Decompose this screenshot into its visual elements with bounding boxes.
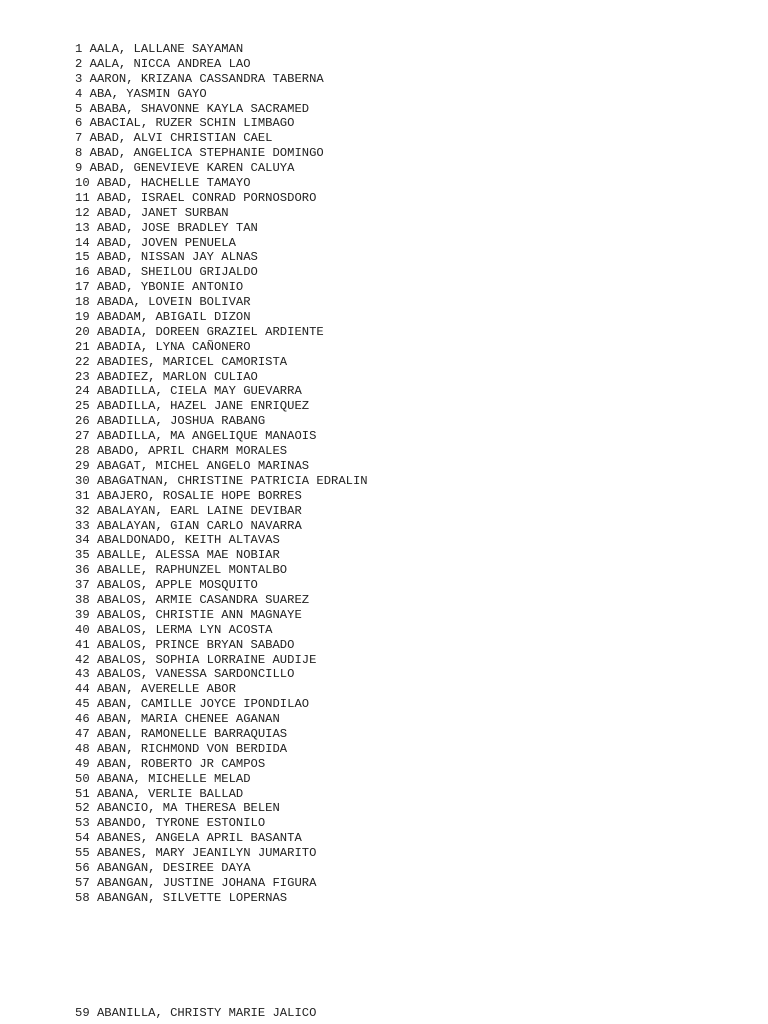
list-item [75, 1006, 316, 1021]
entry-number: 55 [75, 846, 90, 861]
list-item [75, 489, 368, 504]
entry-number: 2 [75, 56, 83, 71]
entry-number: 11 [75, 190, 90, 205]
list-item [75, 459, 368, 474]
entry-number: 53 [75, 816, 90, 831]
entry-name: ABAGAT, MICHEL ANGELO MARINAS [96, 458, 310, 473]
entry-name: ABADILLA, HAZEL JANE ENRIQUEZ [96, 399, 310, 414]
entry-number: 43 [75, 667, 90, 682]
list-item [75, 861, 368, 876]
list-item [75, 548, 368, 563]
list-item [75, 519, 368, 534]
entry-name: ABAN, RICHMOND VON BERDIDA [96, 741, 288, 756]
name-list [75, 42, 368, 906]
entry-number: 37 [75, 578, 90, 593]
entry-number: 25 [75, 399, 90, 414]
entry-number: 18 [75, 295, 90, 310]
entry-name: ABALLE, ALESSA MAE NOBIAR [96, 548, 280, 563]
entry-name: ABADA, LOVEIN BOLIVAR [96, 295, 251, 310]
list-item [75, 429, 368, 444]
entry-name: ABANES, MARY JEANILYN JUMARITO [96, 846, 317, 861]
list-item [75, 250, 368, 265]
entry-number: 22 [75, 354, 90, 369]
list-item [75, 102, 368, 117]
entry-number: 15 [75, 250, 90, 265]
list-item [75, 638, 368, 653]
entry-name: ABADAM, ABIGAIL DIZON [96, 310, 251, 325]
entry-name: ABADO, APRIL CHARM MORALES [96, 444, 288, 459]
list-item [75, 355, 368, 370]
list-item [75, 72, 368, 87]
entry-name: ABALOS, CHRISTIE ANN MAGNAYE [96, 607, 302, 622]
entry-number: 10 [75, 176, 90, 191]
entry-number: 41 [75, 637, 90, 652]
entry-number: 3 [75, 71, 83, 86]
list-item [75, 87, 368, 102]
entry-number: 5 [75, 101, 83, 116]
entry-number: 49 [75, 756, 90, 771]
entry-number: 12 [75, 205, 90, 220]
entry-number: 48 [75, 741, 90, 756]
list-item [75, 474, 368, 489]
list-item [75, 280, 368, 295]
entry-name: ABABA, SHAVONNE KAYLA SACRAMED [89, 101, 310, 116]
entry-name: ABANDO, TYRONE ESTONILO [96, 816, 266, 831]
list-item [75, 772, 368, 787]
entry-name: ABAD, JOSE BRADLEY TAN [96, 220, 258, 235]
entry-name: ABAD, NISSAN JAY ALNAS [96, 250, 258, 265]
list-item [75, 399, 368, 414]
entry-name: ABAGATNAN, CHRISTINE PATRICIA EDRALIN [96, 473, 368, 488]
entry-name: ABAN, CAMILLE JOYCE IPONDILAO [96, 697, 310, 712]
list-item [75, 801, 368, 816]
list-item [75, 816, 368, 831]
name-list-continued [75, 1006, 316, 1021]
entry-number: 39 [75, 607, 90, 622]
entry-name: ABAN, AVERELLE ABOR [96, 682, 236, 697]
list-item [75, 340, 368, 355]
list-item [75, 563, 368, 578]
entry-name: ABAD, SHEILOU GRIJALDO [96, 265, 258, 280]
entry-name: ABADIES, MARICEL CAMORISTA [96, 354, 288, 369]
entry-name: ABAD, ISRAEL CONRAD PORNOSDORO [96, 190, 317, 205]
entry-name: AARON, KRIZANA CASSANDRA TABERNA [89, 71, 324, 86]
entry-number: 32 [75, 503, 90, 518]
list-item [75, 757, 368, 772]
entry-number: 56 [75, 860, 90, 875]
list-item [75, 623, 368, 638]
list-item [75, 176, 368, 191]
entry-name: ABADILLA, CIELA MAY GUEVARRA [96, 384, 302, 399]
entry-number: 50 [75, 771, 90, 786]
list-item [75, 578, 368, 593]
list-item [75, 384, 368, 399]
list-item [75, 221, 368, 236]
list-item [75, 742, 368, 757]
entry-number: 40 [75, 622, 90, 637]
entry-name: ABALAYAN, EARL LAINE DEVIBAR [96, 503, 302, 518]
entry-number: 30 [75, 473, 90, 488]
list-item [75, 42, 368, 57]
entry-number: 44 [75, 682, 90, 697]
entry-name: ABANES, ANGELA APRIL BASANTA [96, 831, 302, 846]
entry-number: 42 [75, 652, 90, 667]
list-item [75, 831, 368, 846]
entry-name: ABALOS, SOPHIA LORRAINE AUDIJE [96, 652, 317, 667]
list-item [75, 891, 368, 906]
entry-number: 47 [75, 726, 90, 741]
entry-name: ABANGAN, DESIREE DAYA [96, 860, 251, 875]
entry-number: 20 [75, 324, 90, 339]
list-item [75, 876, 368, 891]
entry-name: ABAD, JOVEN PENUELA [96, 235, 236, 250]
list-item [75, 444, 368, 459]
entry-number: 4 [75, 86, 83, 101]
entry-number: 46 [75, 712, 90, 727]
list-item [75, 146, 368, 161]
entry-number: 59 [75, 1006, 90, 1020]
list-item [75, 608, 368, 623]
entry-name: AALA, LALLANE SAYAMAN [89, 42, 244, 56]
list-item [75, 504, 368, 519]
entry-name: ABANA, VERLIE BALLAD [96, 786, 244, 801]
entry-number: 57 [75, 875, 90, 890]
list-item [75, 325, 368, 340]
entry-name: ABADILLA, JOSHUA RABANG [96, 414, 266, 429]
list-item [75, 533, 368, 548]
list-item [75, 697, 368, 712]
entry-number: 9 [75, 161, 83, 176]
list-item [75, 310, 368, 325]
entry-number: 7 [75, 131, 83, 146]
entry-number: 58 [75, 890, 90, 905]
entry-number: 28 [75, 444, 90, 459]
entry-name: AALA, NICCA ANDREA LAO [89, 56, 251, 71]
entry-number: 17 [75, 280, 90, 295]
entry-name: ABALOS, LERMA LYN ACOSTA [96, 622, 273, 637]
entry-name: ABANGAN, JUSTINE JOHANA FIGURA [96, 875, 317, 890]
list-item [75, 295, 368, 310]
entry-number: 6 [75, 116, 83, 131]
list-item [75, 131, 368, 146]
entry-name: ABAD, ANGELICA STEPHANIE DOMINGO [89, 146, 324, 161]
entry-number: 14 [75, 235, 90, 250]
list-item [75, 667, 368, 682]
entry-name: ABAN, MARIA CHENEE AGANAN [96, 712, 280, 727]
list-item [75, 57, 368, 72]
entry-name: ABALOS, APPLE MOSQUITO [96, 578, 258, 593]
list-item [75, 191, 368, 206]
entry-name: ABAN, RAMONELLE BARRAQUIAS [96, 726, 288, 741]
entry-name: ABALAYAN, GIAN CARLO NAVARRA [96, 518, 302, 533]
entry-number: 38 [75, 592, 90, 607]
entry-number: 23 [75, 369, 90, 384]
entry-name: ABAD, HACHELLE TAMAYO [96, 176, 251, 191]
list-item [75, 712, 368, 727]
entry-number: 13 [75, 220, 90, 235]
entry-number: 31 [75, 488, 90, 503]
entry-number: 36 [75, 563, 90, 578]
list-item [75, 787, 368, 802]
entry-number: 8 [75, 146, 83, 161]
entry-number: 35 [75, 548, 90, 563]
entry-name: ABALOS, ARMIE CASANDRA SUAREZ [96, 592, 310, 607]
entry-name: ABAD, YBONIE ANTONIO [96, 280, 244, 295]
entry-number: 27 [75, 429, 90, 444]
list-item [75, 236, 368, 251]
entry-number: 26 [75, 414, 90, 429]
entry-number: 54 [75, 831, 90, 846]
entry-number: 1 [75, 42, 83, 56]
list-item [75, 653, 368, 668]
list-item [75, 161, 368, 176]
entry-name: ABALOS, PRINCE BRYAN SABADO [96, 637, 295, 652]
entry-name: ABADIA, LYNA CAÑONERO [96, 339, 251, 354]
entry-name: ABA, YASMIN GAYO [89, 86, 207, 101]
entry-name: ABANA, MICHELLE MELAD [96, 771, 251, 786]
entry-name: ABACIAL, RUZER SCHIN LIMBAGO [89, 116, 295, 131]
entry-name: ABADIA, DOREEN GRAZIEL ARDIENTE [96, 324, 324, 339]
list-item [75, 727, 368, 742]
entry-number: 24 [75, 384, 90, 399]
entry-name: ABAJERO, ROSALIE HOPE BORRES [96, 488, 302, 503]
entry-number: 45 [75, 697, 90, 712]
list-item [75, 370, 368, 385]
entry-name: ABALOS, VANESSA SARDONCILLO [96, 667, 295, 682]
list-item [75, 116, 368, 131]
list-item [75, 414, 368, 429]
list-item [75, 682, 368, 697]
entry-number: 19 [75, 310, 90, 325]
list-item [75, 265, 368, 280]
entry-name: ABALDONADO, KEITH ALTAVAS [96, 533, 280, 548]
entry-number: 34 [75, 533, 90, 548]
entry-number: 51 [75, 786, 90, 801]
entry-name: ABAD, JANET SURBAN [96, 205, 229, 220]
entry-name: ABALLE, RAPHUNZEL MONTALBO [96, 563, 288, 578]
list-item [75, 846, 368, 861]
entry-name: ABAD, GENEVIEVE KAREN CALUYA [89, 161, 295, 176]
entry-number: 21 [75, 339, 90, 354]
entry-number: 29 [75, 458, 90, 473]
entry-number: 33 [75, 518, 90, 533]
list-item [75, 206, 368, 221]
entry-number: 16 [75, 265, 90, 280]
entry-name: ABAN, ROBERTO JR CAMPOS [96, 756, 266, 771]
entry-name: ABAD, ALVI CHRISTIAN CAEL [89, 131, 273, 146]
entry-name: ABANGAN, SILVETTE LOPERNAS [96, 890, 288, 905]
entry-number: 52 [75, 801, 90, 816]
entry-name: ABANCIO, MA THERESA BELEN [96, 801, 280, 816]
list-item [75, 593, 368, 608]
entry-name: ABADIEZ, MARLON CULIAO [96, 369, 258, 384]
entry-name: ABADILLA, MA ANGELIQUE MANAOIS [96, 429, 317, 444]
entry-name: ABANILLA, CHRISTY MARIE JALICO [96, 1006, 317, 1020]
